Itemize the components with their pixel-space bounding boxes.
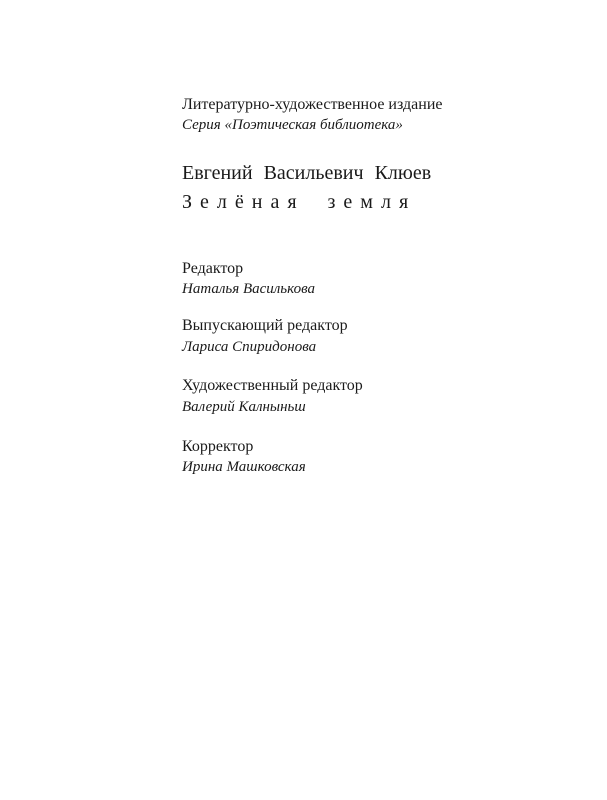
credit-name-art-editor: Валерий Калныньш: [182, 399, 306, 415]
author-name: Евгений Васильевич Клюев: [182, 162, 432, 184]
credit-role-art-editor: Художественный редактор: [182, 377, 363, 394]
credit-role-managing-editor: Выпускающий редактор: [182, 317, 348, 334]
edition-type: Литературно-художественное издание: [182, 96, 443, 113]
credit-name-managing-editor: Лариса Спиридонова: [182, 339, 317, 355]
credit-role-proofreader: Корректор: [182, 438, 254, 455]
credit-name-editor: Наталья Василькова: [182, 281, 315, 297]
book-title: Зелёная земля: [182, 191, 417, 213]
credit-role-editor: Редактор: [182, 260, 244, 277]
series-name: Серия «Поэтическая библиотека»: [182, 117, 403, 133]
credit-name-proofreader: Ирина Машковская: [182, 459, 306, 475]
